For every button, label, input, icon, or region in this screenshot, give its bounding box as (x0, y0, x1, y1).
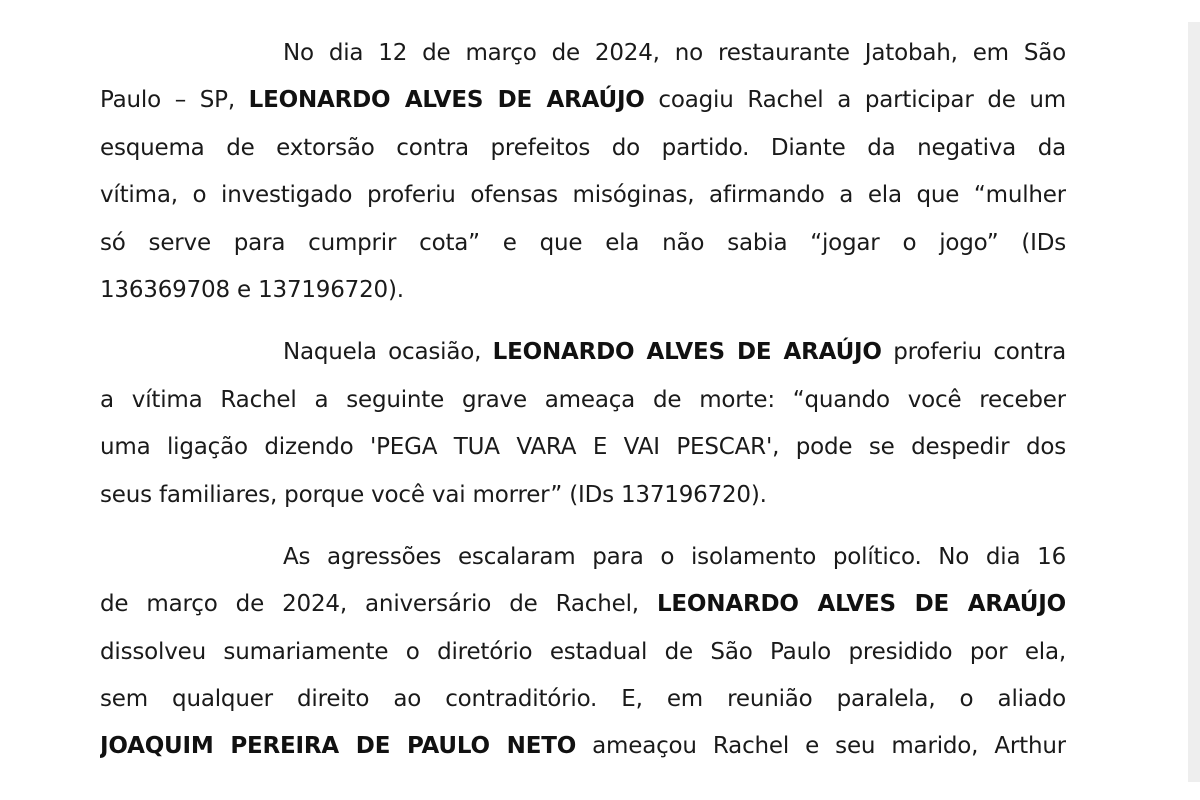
text-line (100, 424, 1066, 471)
paragraph (100, 30, 1066, 314)
text-line (100, 329, 1066, 376)
text-line (100, 534, 1066, 581)
text-line (100, 723, 1066, 770)
text-line (100, 581, 1066, 628)
bold-name: JOAQUIM PEREIRA DE PAULO NETO (100, 733, 577, 760)
text-line (100, 676, 1066, 723)
text-run: só serve para cumprir cota” e que ela não sabia “jogar o jogo” (IDs (100, 229, 1066, 256)
text-run: proferiu contra (881, 339, 1066, 366)
text-run: As agressões escalaram para o isolamento político. No dia 16 (283, 543, 1066, 570)
text-run: No dia 12 de março de 2024, no restaurante Jatobah, em São (283, 40, 1066, 66)
text-run: de março de 2024, aniversário de Rachel, (100, 591, 657, 618)
document-body (100, 30, 1066, 771)
text-run: Paulo – SP, (100, 87, 249, 114)
paragraph-spacing (100, 314, 1066, 329)
text-run: vítima, o investigado proferiu ofensas misóginas, afirmando a ela que “mulher (100, 182, 1066, 209)
bold-name: LEONARDO ALVES DE ARAÚJO (656, 591, 1066, 618)
text-run: sem qualquer direito ao contraditório. E, em reunião paralela, o aliado (100, 686, 1066, 713)
text-run: a vítima Rachel a seguinte grave ameaça de morte: “quando você receber (100, 386, 1066, 413)
text-line (100, 472, 1066, 519)
bold-name: LEONARDO ALVES DE ARAÚJO (248, 87, 645, 114)
text-line (100, 172, 1066, 219)
text-run: esquema de extorsão contra prefeitos do partido. Diante da negativa da (100, 134, 1066, 161)
text-line (100, 267, 1066, 314)
scrollbar-track[interactable] (1188, 22, 1200, 782)
text-line (100, 629, 1066, 676)
bold-name: LEONARDO ALVES DE ARAÚJO (492, 339, 882, 366)
text-line (100, 30, 1066, 77)
text-run: ameaçou Rachel e seu marido, Arthur (576, 733, 1066, 760)
text-run: Naquela ocasião, (283, 339, 493, 366)
text-run: 136369708 e 137196720). (100, 276, 404, 303)
text-line (100, 125, 1066, 172)
paragraph (100, 329, 1066, 519)
text-run: dissolveu sumariamente o diretório estadual de São Paulo presidido por ela, (100, 638, 1066, 665)
paragraph-spacing (100, 519, 1066, 534)
text-run: seus familiares, porque você vai morrer” (IDs 137196720). (100, 481, 767, 508)
paragraph (100, 534, 1066, 771)
text-run: uma ligação dizendo 'PEGA TUA VARA E VAI PESCAR', pode se despedir dos (100, 434, 1066, 461)
text-line (100, 377, 1066, 424)
text-line (100, 220, 1066, 267)
text-line (100, 77, 1066, 124)
text-run: coagiu Rachel a participar de um (644, 87, 1066, 114)
